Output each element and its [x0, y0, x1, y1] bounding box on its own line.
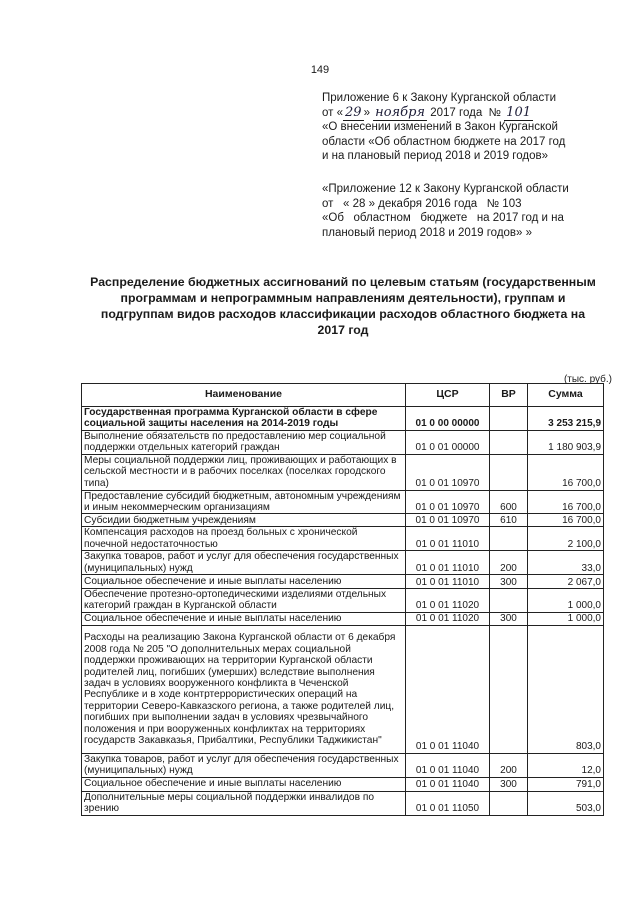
- row-vr: 300: [490, 777, 528, 791]
- header-vr: ВР: [490, 384, 528, 407]
- row-name: Государственная программа Курганской области в сфере социальной защиты населения на 2014-2019 годы: [82, 407, 406, 431]
- table-row: [82, 791, 604, 815]
- appendix-line3: «Об областном бюджете на 2017 год и на: [322, 212, 564, 224]
- row-sum: 3 253 215,9: [528, 407, 604, 431]
- appendix-header: [322, 182, 622, 240]
- row-sum: 1 000,0: [528, 612, 604, 625]
- row-vr: 300: [490, 612, 528, 625]
- row-sum: 16 700,0: [528, 490, 604, 514]
- table-row: [82, 551, 604, 575]
- row-csr: 01 0 01 10970: [406, 454, 490, 490]
- header-sum: Сумма: [528, 384, 604, 407]
- table-body: [82, 407, 604, 816]
- row-vr: [490, 430, 528, 454]
- row-csr: 01 0 01 11010: [406, 551, 490, 575]
- header-csr: ЦСР: [406, 384, 490, 407]
- row-vr: [490, 454, 528, 490]
- table-row: [82, 589, 604, 613]
- handwritten-day: 29: [345, 104, 362, 120]
- row-vr: [490, 589, 528, 613]
- amendment-line1: Приложение 6 к Закону Курганской области: [322, 92, 556, 104]
- row-sum: 33,0: [528, 551, 604, 575]
- row-name: Компенсация расходов на проезд больных с хронической почечной недостаточностью: [82, 527, 406, 551]
- table-row: [82, 753, 604, 777]
- header-name: Наименование: [82, 384, 406, 407]
- row-sum: 1 000,0: [528, 589, 604, 613]
- row-csr: 01 0 01 11010: [406, 527, 490, 551]
- date-quote: »: [363, 106, 370, 119]
- table-row: [82, 407, 604, 431]
- table-row: [82, 575, 604, 589]
- row-csr: 01 0 01 11020: [406, 589, 490, 613]
- row-vr: 300: [490, 575, 528, 589]
- row-csr: 01 0 01 10970: [406, 490, 490, 514]
- amendment-line5: и на плановый период 2018 и 2019 годов»: [322, 150, 548, 162]
- row-vr: [490, 527, 528, 551]
- appendix-line4: плановый период 2018 и 2019 годов» »: [322, 226, 533, 239]
- table-header-row: [82, 384, 604, 407]
- row-name: Социальное обеспечение и иные выплаты населению: [82, 777, 406, 791]
- row-name: Социальное обеспечение и иные выплаты населению: [82, 612, 406, 625]
- row-sum: 12,0: [528, 753, 604, 777]
- row-csr: 01 0 01 00000: [406, 430, 490, 454]
- table-row: [82, 514, 604, 527]
- row-csr: 01 0 01 11010: [406, 575, 490, 589]
- row-vr: 200: [490, 753, 528, 777]
- row-name: Дополнительные меры социальной поддержки инвалидов по зрению: [82, 791, 406, 815]
- handwritten-month: ноября: [375, 104, 426, 120]
- row-csr: 01 0 01 11050: [406, 791, 490, 815]
- row-vr: 610: [490, 514, 528, 527]
- row-csr: 01 0 01 11020: [406, 612, 490, 625]
- row-name: Предоставление субсидий бюджетным, автономным учреждениям и иным некоммерческим организациям: [82, 490, 406, 514]
- table-row: [82, 625, 604, 753]
- row-vr: 600: [490, 490, 528, 514]
- appendix-line2: от « 28 » декабря 2016 года № 103: [322, 197, 522, 210]
- row-vr: [490, 407, 528, 431]
- title-line3: подгруппам видов расходов классификации расходов областного бюджета на: [100, 307, 586, 321]
- table-row: [82, 612, 604, 625]
- row-sum: 503,0: [528, 791, 604, 815]
- title-line4: 2017 год: [317, 323, 369, 337]
- row-csr: 01 0 00 00000: [406, 407, 490, 431]
- row-csr: 01 0 01 10970: [406, 514, 490, 527]
- table-row: [82, 490, 604, 514]
- row-name: Обеспечение протезно-ортопедическими изделиями отдельных категорий граждан в Курганской области: [82, 589, 406, 613]
- appendix-line1: «Приложение 12 к Закону Курганской области: [322, 183, 569, 195]
- row-name: Субсидии бюджетным учреждениям: [82, 514, 406, 527]
- row-sum: 1 180 903,9: [528, 430, 604, 454]
- row-sum: 2 067,0: [528, 575, 604, 589]
- row-name: Закупка товаров, работ и услуг для обеспечения государственных (муниципальных) нужд: [82, 753, 406, 777]
- amendment-line4: области «Об областном бюджете на 2017 год: [322, 135, 566, 148]
- row-vr: 200: [490, 551, 528, 575]
- row-sum: 2 100,0: [528, 527, 604, 551]
- row-name: Выполнение обязательств по предоставлению мер социальной поддержки отдельных категорий граждан: [82, 430, 406, 454]
- date-prefix: от «: [322, 106, 344, 119]
- row-name: Расходы на реализацию Закона Курганской области от 6 декабря 2008 года № 205 "О дополнительных мерах социальной поддержки проживающих на территории Курганской области родителей лиц, погибших (умерших) вследствие выполнения задач в условиях вооруженного конфликта в Чеченской Республике и в ходе контртеррористических операций на территории Северо-Кавказского региона, а также родителей лиц, погибших при выполнении задач в условиях чрезвычайного положения и при вооруженных конфликтах на территориях государств Закавказья, Прибалтики, Республики Таджикистан": [82, 625, 406, 753]
- row-sum: 803,0: [528, 625, 604, 753]
- amendment-date-line: [322, 106, 622, 121]
- row-csr: 01 0 01 11040: [406, 777, 490, 791]
- row-name: Закупка товаров, работ и услуг для обеспечения государственных (муниципальных) нужд: [82, 551, 406, 575]
- units-label: (тыс. руб.): [563, 374, 612, 385]
- row-sum: 16 700,0: [528, 454, 604, 490]
- table-row: [82, 430, 604, 454]
- row-csr: 01 0 01 11040: [406, 625, 490, 753]
- row-name: Социальное обеспечение и иные выплаты населению: [82, 575, 406, 589]
- title-line2: программам и непрограммным направлениям деятельности), группам и: [120, 291, 566, 305]
- page-number: 149: [310, 64, 330, 76]
- date-year: 2017 года: [430, 106, 483, 119]
- table-row: [82, 777, 604, 791]
- number-sign: №: [488, 106, 501, 119]
- row-vr: [490, 791, 528, 815]
- budget-table: [81, 383, 604, 816]
- handwritten-number: 101: [506, 104, 531, 120]
- row-sum: 791,0: [528, 777, 604, 791]
- row-sum: 16 700,0: [528, 514, 604, 527]
- amendment-header: [322, 91, 622, 164]
- table-row: [82, 527, 604, 551]
- row-name: Меры социальной поддержки лиц, проживающих и работающих в сельской местности и в рабочих поселках (поселках городского типа): [82, 454, 406, 490]
- table-row: [82, 454, 604, 490]
- row-csr: 01 0 01 11040: [406, 753, 490, 777]
- row-vr: [490, 625, 528, 753]
- title-line1: Распределение бюджетных ассигнований по целевым статьям (государственным: [90, 275, 596, 289]
- amendment-line3: «О внесении изменений в Закон Курганской: [322, 121, 558, 133]
- document-title: [78, 274, 608, 338]
